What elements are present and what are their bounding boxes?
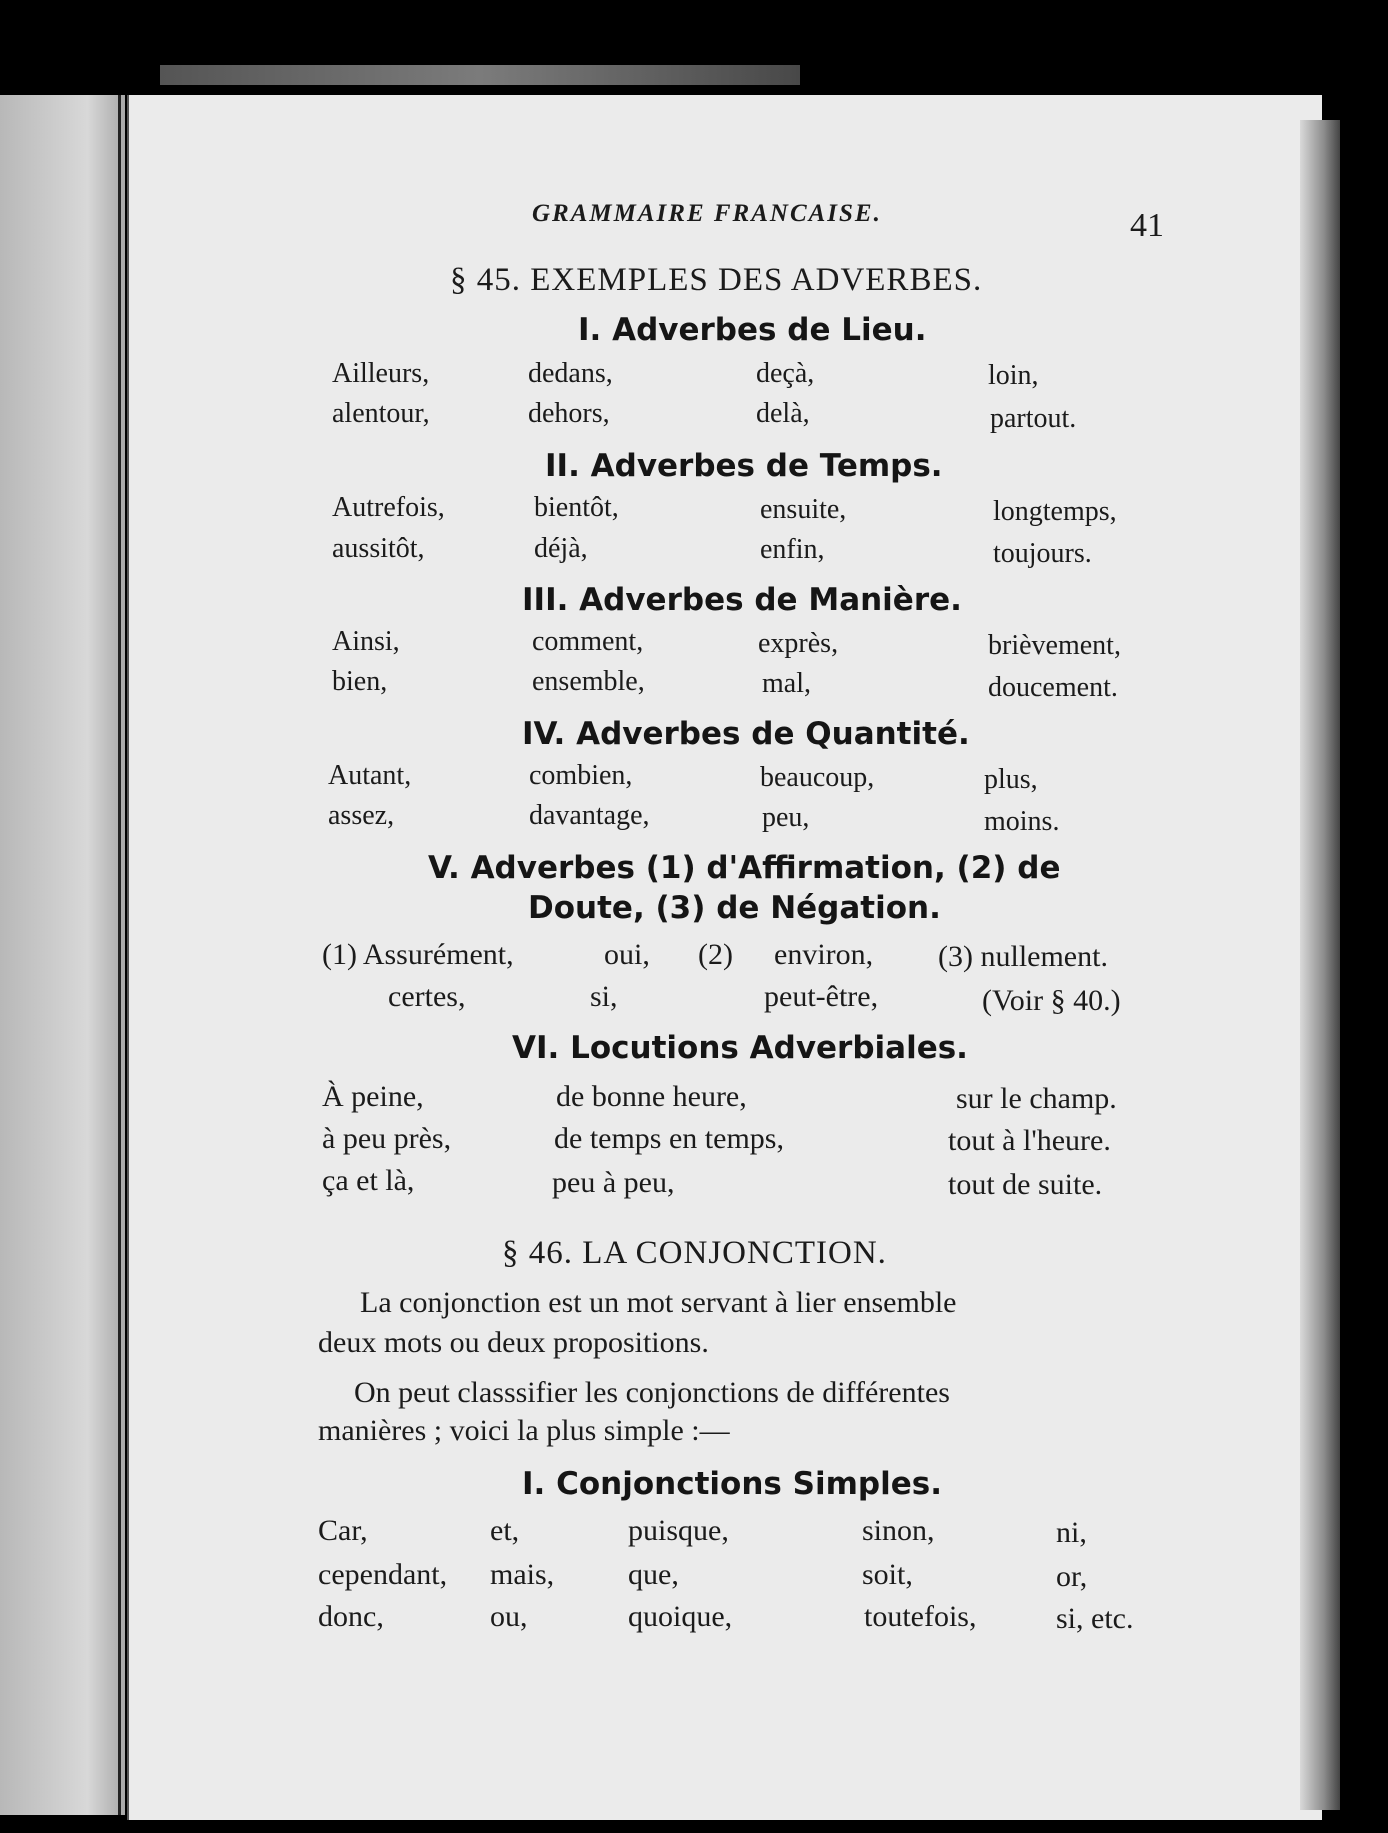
cell: peu à peu, xyxy=(552,1166,675,1199)
cell: dedans, xyxy=(528,358,613,389)
cell: exprès, xyxy=(758,628,839,659)
cell: ensuite, xyxy=(760,494,847,525)
cell: certes, xyxy=(388,980,466,1013)
cell: comment, xyxy=(532,626,644,657)
page-number: 41 xyxy=(1130,207,1164,244)
cell: Ailleurs, xyxy=(332,358,430,389)
cell: Autant, xyxy=(328,760,412,791)
paragraph-1-line-2: deux mots ou deux propositions. xyxy=(318,1326,709,1359)
cell: peu, xyxy=(762,802,810,833)
cell: toujours. xyxy=(993,538,1092,569)
cell: bientôt, xyxy=(534,492,619,523)
running-title: GRAMMAIRE FRANCAISE. xyxy=(532,200,882,227)
cell: ni, xyxy=(1056,1516,1087,1549)
cell: ensemble, xyxy=(532,666,645,697)
cell: assez, xyxy=(328,800,395,831)
cell: delà, xyxy=(756,398,810,429)
cell: aussitôt, xyxy=(332,533,425,564)
cell: et, xyxy=(490,1514,520,1547)
paragraph-1-line-1: La conjonction est un mot servant à lier ensemble xyxy=(360,1286,957,1319)
cell: si, xyxy=(590,980,618,1013)
cell: de temps en temps, xyxy=(554,1122,784,1155)
cell: bien, xyxy=(332,666,388,697)
cell: Car, xyxy=(318,1514,368,1547)
cell: ou, xyxy=(490,1600,528,1633)
group-3-heading: III. Adverbes de Manière. xyxy=(522,582,962,618)
cell: plus, xyxy=(984,764,1038,795)
cell: combien, xyxy=(529,760,633,791)
cell: À peine, xyxy=(322,1080,424,1113)
cell: Autrefois, xyxy=(332,492,445,523)
cell: sur le champ. xyxy=(956,1082,1117,1115)
cell: sinon, xyxy=(862,1514,935,1547)
cell: alentour, xyxy=(332,398,430,429)
cell: mais, xyxy=(490,1558,555,1591)
cell: oui, xyxy=(604,938,650,971)
cell: (3) nullement. xyxy=(938,940,1108,973)
cell: mal, xyxy=(762,668,811,699)
cell: puisque, xyxy=(628,1514,729,1547)
cell: dehors, xyxy=(528,398,610,429)
cell: de bonne heure, xyxy=(556,1080,747,1113)
conjunctions-subheading: I. Conjonctions Simples. xyxy=(522,1466,942,1502)
cell: que, xyxy=(628,1558,679,1591)
left-page-edge xyxy=(0,95,125,1815)
group-5-heading-line-2: Doute, (3) de Négation. xyxy=(528,890,941,926)
cell: enfin, xyxy=(760,534,825,565)
cell: brièvement, xyxy=(988,630,1121,661)
cell: quoique, xyxy=(628,1600,733,1633)
cell: tout de suite. xyxy=(948,1168,1103,1201)
cell: davantage, xyxy=(529,800,650,831)
cell: beaucoup, xyxy=(760,762,875,793)
cell: à peu près, xyxy=(322,1122,452,1155)
scan-top-edge xyxy=(160,65,800,85)
cell: moins. xyxy=(984,806,1060,837)
cell: soit, xyxy=(862,1558,913,1591)
cell: ça et là, xyxy=(322,1164,415,1197)
cell: Ainsi, xyxy=(332,626,400,657)
cell: or, xyxy=(1056,1560,1088,1593)
paragraph-2-line-1: On peut classsifier les conjonctions de différentes xyxy=(354,1376,950,1409)
book-spine xyxy=(118,95,121,1815)
cell: environ, xyxy=(774,938,874,971)
page-right-edge-shadow xyxy=(1300,120,1340,1810)
cell: (2) xyxy=(698,938,733,971)
cell: tout à l'heure. xyxy=(948,1124,1111,1157)
cell: toutefois, xyxy=(864,1600,977,1633)
group-2-heading: II. Adverbes de Temps. xyxy=(545,448,943,484)
group-5-heading-line-1: V. Adverbes (1) d'Affirmation, (2) de xyxy=(428,850,1061,886)
group-1-heading: I. Adverbes de Lieu. xyxy=(578,312,927,348)
group-4-heading: IV. Adverbes de Quantité. xyxy=(522,716,970,752)
cell: si, etc. xyxy=(1056,1602,1134,1635)
cell: cependant, xyxy=(318,1558,448,1591)
cell: partout. xyxy=(990,403,1077,434)
cell: peut-être, xyxy=(764,980,879,1013)
cell: (1) Assurément, xyxy=(322,938,514,971)
cell: doucement. xyxy=(988,672,1118,703)
section-46-title: § 46. LA CONJONCTION. xyxy=(502,1235,887,1271)
cell: donc, xyxy=(318,1600,384,1633)
cell: deçà, xyxy=(756,358,815,389)
cell: (Voir § 40.) xyxy=(982,984,1121,1017)
paragraph-2-line-2: manières ; voici la plus simple :— xyxy=(318,1414,730,1447)
cell: loin, xyxy=(988,360,1039,391)
group-6-heading: VI. Locutions Adverbiales. xyxy=(512,1030,968,1066)
cell: déjà, xyxy=(534,533,588,564)
section-45-title: § 45. EXEMPLES DES ADVERBES. xyxy=(450,262,983,298)
cell: longtemps, xyxy=(993,496,1117,527)
